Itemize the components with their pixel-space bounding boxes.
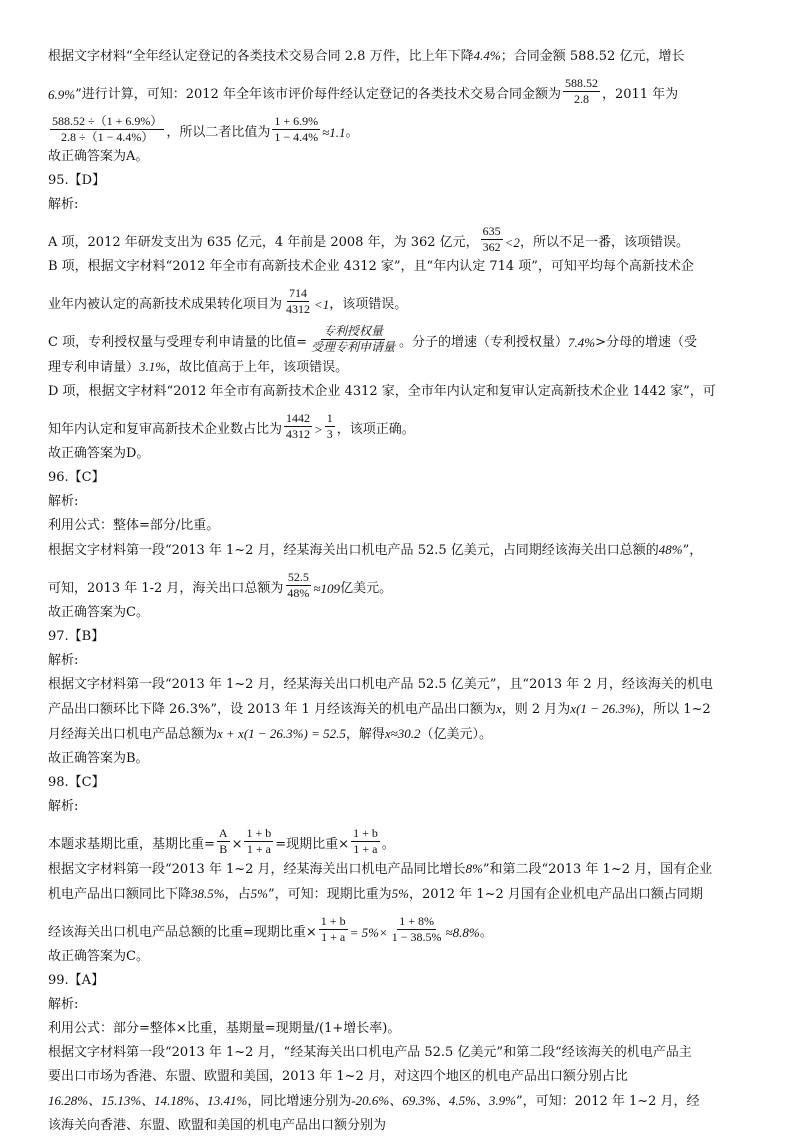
- text-line: 要出口市场为香港、东盟、欧盟和美国，2013 年 1~2 月，对这四个地区的机电产品出口额分别占比: [48, 1069, 628, 1084]
- text: ，该项正确。: [336, 422, 415, 437]
- text-line: [48, 404, 768, 442]
- question-number: 99.【A】: [48, 973, 105, 988]
- text-line: [48, 107, 768, 145]
- text: 月经海关出口机电产品总额为: [48, 727, 218, 742]
- text: ，故比值高于上年，该项错误。: [166, 360, 349, 375]
- text: 亿美元。: [340, 581, 393, 596]
- text: ”，: [682, 543, 703, 558]
- math-value: 6.9%: [48, 87, 76, 102]
- math-value: 16.28%、15.13%、14.18%、13.41%: [48, 1093, 248, 1108]
- text: ”，可知：现期比重为: [267, 887, 392, 902]
- solution-page: [48, 44, 768, 1138]
- text-line: 该海关向香港、东盟、欧盟和美国的机电产品出口额分别为: [48, 1118, 387, 1133]
- question-number: 96.【C】: [48, 470, 105, 485]
- math-value: 3.1%: [139, 359, 167, 374]
- text: 本题求基期比重，基期比重=: [48, 837, 215, 852]
- fraction: $\frac{1 + b}{1 + a}$: [320, 914, 346, 944]
- text: 根据文字材料“全年经认定登记的各类技术交易合同 2.8 万件，比上年下降: [48, 49, 474, 64]
- answer-line: 故正确答案为D。: [48, 446, 150, 461]
- text-line: [48, 697, 768, 722]
- math-value: 5%: [250, 886, 268, 901]
- text-line: [48, 907, 768, 945]
- text: 理专利申请量）: [48, 360, 140, 375]
- fraction: $\frac{1442}{4312}$: [286, 411, 311, 441]
- analysis-label: 解析:: [48, 494, 79, 509]
- text-line: [48, 1089, 768, 1114]
- analysis-label: 解析:: [48, 197, 79, 212]
- text: 可知，2013 年 1-2 月，海关出口总额为: [48, 581, 284, 596]
- fraction: $\frac{\text{专利授权量}}{\text{受理专利申请量}}$: [310, 324, 395, 354]
- text: ，2011 年为: [601, 87, 679, 102]
- fraction: $\frac{52.5}{48\%}$: [287, 570, 310, 600]
- text: 。: [345, 125, 359, 140]
- text-line: [48, 317, 768, 355]
- text-line: [48, 538, 768, 563]
- answer-line: 故正确答案为B。: [48, 751, 149, 766]
- text-line: [48, 355, 768, 380]
- math-value: 4.4%: [473, 48, 501, 63]
- text-line: [48, 279, 768, 317]
- text-line: B 项，根据文字材料“2012 年全市有高新技术企业 4312 家”，且“年内认定 714 项”，可知平均每个高新技术企: [48, 259, 694, 274]
- text: 。: [479, 925, 493, 940]
- answer-line: 故正确答案为C。: [48, 949, 149, 964]
- question-number: 95.【D】: [48, 173, 106, 188]
- text: ”，可知：2012 年 1~2 月，经: [516, 1094, 700, 1109]
- text-line: [48, 819, 768, 857]
- text: >分母的增速（受: [595, 335, 698, 350]
- fraction: $\frac{1 + 8\%}{1 - 38.5\%}$: [391, 914, 442, 944]
- text: A 项，2012 年研发支出为 635 亿元，4 年前是 2008 年，为 362 亿元，: [48, 235, 479, 250]
- math-value: = 5%×: [349, 925, 388, 940]
- formula-line: 利用公式：整体=部分/比重。: [48, 518, 220, 533]
- text: ，同比增速分别为: [247, 1094, 352, 1109]
- fraction: $\frac{588.52}{2.8}$: [564, 76, 598, 106]
- text-line: D 项，根据文字材料“2012 年全市有高新技术企业 4312 家，全市年内认定和复审认定高新技术企业 1442 家”，可: [48, 384, 716, 399]
- fraction: $\frac{1 + b}{1 + a}$: [246, 826, 272, 856]
- text-line: [48, 44, 768, 69]
- math-value: x: [495, 701, 502, 716]
- text-line: [48, 722, 768, 747]
- text: ，则 2 月为: [501, 702, 571, 717]
- math-value: ≈8.8%: [445, 925, 480, 940]
- math-value: -20.6%、69.3%、4.5%、3.9%: [351, 1093, 516, 1108]
- text: ，所以不足一番，该项错误。: [519, 235, 689, 250]
- math-value: 48%: [658, 542, 683, 557]
- fraction: $\frac{588.52 \div(1 + 6.9\%)}{2.8 \div(1 - 4.4\%)}$: [52, 114, 163, 144]
- fraction: $\frac{1}{3}$: [326, 411, 333, 441]
- text: =现期比重×: [275, 837, 350, 852]
- text: ，所以二者比值为: [166, 125, 271, 140]
- math-value: x(1 − 26.3%): [570, 701, 641, 716]
- math-value: ≈109: [313, 581, 341, 596]
- math-value: >: [314, 422, 323, 437]
- fraction: $\frac{1 + 6.9\%}{1 - 4.4\%}$: [274, 114, 319, 144]
- math-value: x≈30.2: [384, 726, 421, 741]
- text: ”进行计算，可知：2012 年全年该市评价每件经认定登记的各类技术交易合同金额为: [75, 87, 561, 102]
- text: ，2012 年 1~2 月国有企业机电产品出口额占同期: [408, 887, 703, 902]
- text: 。分子的增速（专利授权量）: [399, 335, 569, 350]
- text-line: [48, 857, 768, 882]
- text-line: 根据文字材料第一段“2013 年 1~2 月，“经某海关出口机电产品 52.5 亿美元”和第二段“经该海关的机电产品主: [48, 1045, 692, 1060]
- analysis-label: 解析:: [48, 799, 79, 814]
- text: 根据文字材料第一段“2013 年 1~2 月，经某海关出口机电产品同比增长: [48, 862, 466, 877]
- fraction: $\frac{635}{362}$: [482, 224, 501, 254]
- analysis-label: 解析:: [48, 653, 79, 668]
- question-number: 97.【B】: [48, 629, 105, 644]
- text: 。: [381, 837, 395, 852]
- text: ，占: [224, 887, 251, 902]
- text: （亿美元）。: [420, 727, 493, 742]
- formula-line: 利用公式：部分=整体×比重，基期量=现期量/(1+增长率)。: [48, 1021, 401, 1036]
- analysis-label: 解析:: [48, 997, 79, 1012]
- text: 业年内被认定的高新技术成果转化项目为: [48, 297, 283, 312]
- fraction: $\frac{714}{4312}$: [286, 286, 311, 316]
- text: ，所以 1~2: [640, 702, 711, 717]
- math-value: x + x(1 − 26.3%) = 52.5: [217, 726, 346, 741]
- text-line: 根据文字材料第一段“2013 年 1~2 月，经某海关出口机电产品 52.5 亿美元”，且“2013 年 2 月，经该海关的机电: [48, 677, 713, 692]
- text: ”和第二段“2013 年 1~2 月，国有企业: [482, 862, 713, 877]
- text: 知年内认定和复审高新技术企业数占比为: [48, 422, 283, 437]
- text: 经该海关出口机电产品总额的比重=现期比重×: [48, 925, 317, 940]
- math-value: <2: [504, 235, 520, 250]
- math-value: 7.4%: [568, 335, 596, 350]
- math-value: 38.5%: [191, 886, 225, 901]
- fraction: $\frac{1 + b}{1 + a}$: [353, 826, 378, 856]
- text: ，解得: [345, 727, 385, 742]
- text: C 项，专利授权量与受理专利申请量的比值=: [48, 335, 307, 350]
- text-line: [48, 69, 768, 107]
- answer-line: 故正确答案为A。: [48, 149, 149, 164]
- text: 机电产品出口额同比下降: [48, 887, 192, 902]
- question-number: 98.【C】: [48, 775, 105, 790]
- text-line: [48, 563, 768, 601]
- answer-line: 故正确答案为C。: [48, 605, 149, 620]
- text-line: [48, 882, 768, 907]
- math-value: <1: [314, 297, 330, 312]
- math-value: 5%: [391, 886, 409, 901]
- text-line: [48, 217, 768, 255]
- math-value: 8%: [465, 861, 483, 876]
- fraction: $\frac{A}{B}$: [218, 826, 228, 856]
- text: 根据文字材料第一段“2013 年 1~2 月，经某海关出口机电产品 52.5 亿美元，占同期经该海关出口总额的: [48, 543, 659, 558]
- text: 产品出口额环比下降 26.3%”，设 2013 年 1 月经该海关的机电产品出口额为: [48, 702, 496, 717]
- text: ；合同金额 588.52 亿元，增长: [500, 49, 685, 64]
- text: ×: [231, 837, 243, 852]
- text: ，该项错误。: [329, 297, 408, 312]
- math-value: ≈1.1: [322, 125, 346, 140]
